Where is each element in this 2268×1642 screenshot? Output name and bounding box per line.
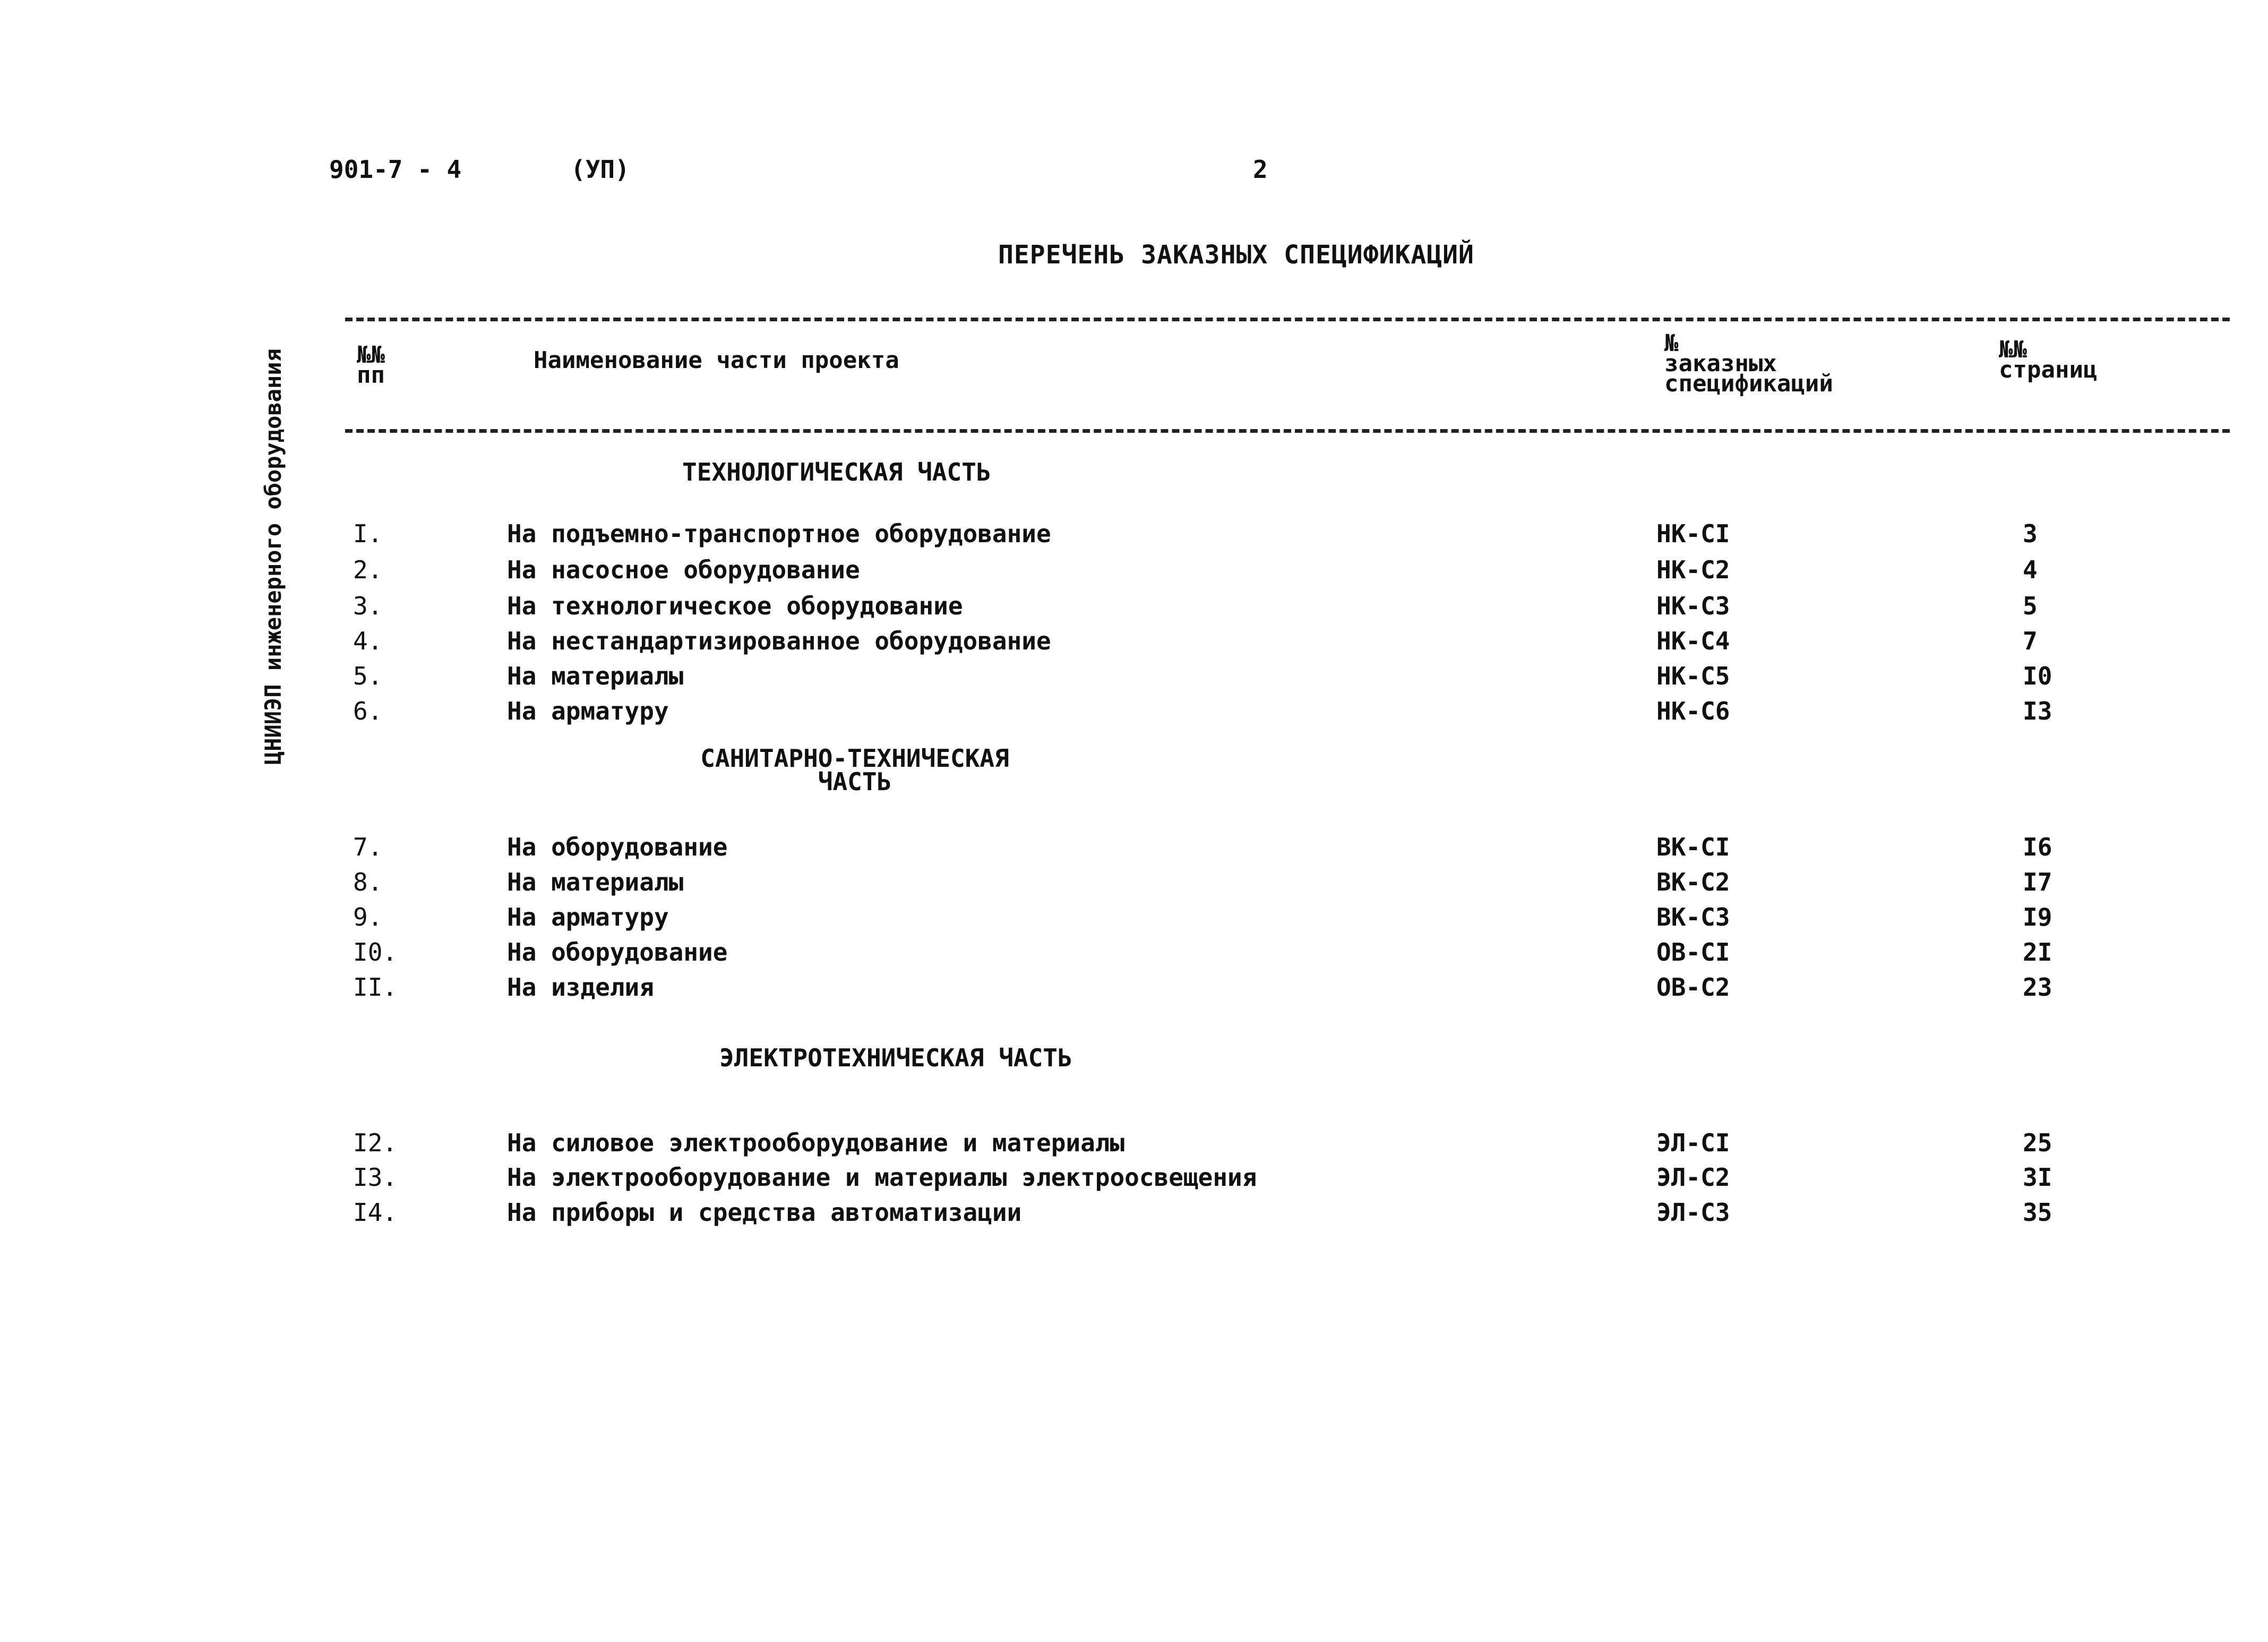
table-row [0,662,2268,694]
row-number: 9. [353,903,383,931]
row-name: На подъемно-транспортное оборудование [507,519,1051,548]
row-number: 5. [353,662,383,690]
section-heading-sanitary [695,744,1014,796]
row-page: 2I [2023,938,2052,967]
row-page: I6 [2023,833,2052,861]
row-name: На приборы и средства автоматизации [507,1198,1022,1227]
table-row [0,1128,2268,1160]
row-name: На изделия [507,973,654,1002]
row-number: I4. [353,1198,398,1227]
row-number: I2. [353,1128,398,1157]
row-number: I3. [353,1163,398,1192]
row-spec-code: ЭЛ-СI [1656,1128,1730,1157]
row-number: 8. [353,868,383,896]
row-name: На материалы [507,662,684,690]
row-number: 4. [353,627,383,655]
row-page: 7 [2023,627,2038,655]
table-row [0,627,2268,658]
table-row [0,697,2268,729]
section-heading-electrotechnical: ЭЛЕКТРОТЕХНИЧЕСКАЯ ЧАСТЬ [719,1044,1072,1072]
row-name: На нестандартизированное оборудование [507,627,1051,655]
section-heading-sanitary-line1: САНИТАРНО-ТЕХНИЧЕСКАЯ [700,744,1009,773]
table-row [0,938,2268,970]
row-page: 35 [2023,1198,2052,1227]
row-spec-code: НК-С2 [1656,555,1730,584]
row-number: I. [353,519,383,548]
row-number: 7. [353,833,383,861]
row-page: 4 [2023,555,2038,584]
row-number: 3. [353,592,383,620]
row-page: 3I [2023,1163,2052,1192]
table-row [0,833,2268,865]
page-number: 2 [1253,155,1268,184]
row-number: 6. [353,697,383,725]
table-row [0,1163,2268,1195]
row-spec-code: ЭЛ-С3 [1656,1198,1730,1227]
row-page: 5 [2023,592,2038,620]
row-spec-code: НК-С3 [1656,592,1730,620]
section-heading-sanitary-line2: ЧАСТЬ [818,767,892,796]
document-code: 901-7 - 4 [329,155,462,184]
row-name: На силовое электрооборудование и материалы [507,1128,1125,1157]
row-page: 25 [2023,1128,2052,1157]
document-title: ПЕРЕЧЕНЬ ЗАКАЗНЫХ СПЕЦИФИКАЦИЙ [998,240,1474,270]
table-row [0,555,2268,587]
row-spec-code: НК-С4 [1656,627,1730,655]
column-header-page [1999,336,2098,383]
row-page: I7 [2023,868,2052,896]
column-header-spec-line2: заказных [1664,350,1777,377]
row-page: 23 [2023,973,2052,1002]
row-page: I9 [2023,903,2052,931]
row-spec-code: НК-СI [1656,519,1730,548]
row-page: I0 [2023,662,2052,690]
column-header-page-line2: страниц [1999,356,2098,383]
table-row [0,903,2268,935]
column-header-number [357,341,385,389]
header-bottom-rule [345,429,2230,433]
row-name: На арматуру [507,697,669,725]
row-spec-code: ВК-С3 [1656,903,1730,931]
column-header-page-line1: №№ [1999,336,2027,363]
row-number: I0. [353,938,398,967]
table-row [0,519,2268,551]
row-name: На оборудование [507,833,728,861]
table-row [0,1198,2268,1230]
row-number: II. [353,973,398,1002]
row-name: На насосное оборудование [507,555,860,584]
table-row [0,868,2268,900]
row-spec-code: НК-С6 [1656,697,1730,725]
table-row [0,973,2268,1005]
column-header-spec-line3: спецификаций [1664,370,1833,397]
column-header-name: Наименование части проекта [534,347,899,374]
row-name: На оборудование [507,938,728,967]
row-spec-code: НК-С5 [1656,662,1730,690]
side-caption: ЦНИИЭП инженерного оборудования [260,348,286,765]
document-mark: (УП) [571,155,630,184]
row-spec-code: ВК-С2 [1656,868,1730,896]
column-header-number-line2: пп [357,362,385,389]
row-name: На технологическое оборудование [507,592,963,620]
row-spec-code: ЭЛ-С2 [1656,1163,1730,1192]
column-header-spec [1664,330,1833,397]
column-header-number-line1: №№ [357,341,385,369]
row-name: На арматуру [507,903,669,931]
section-heading-technological: ТЕХНОЛОГИЧЕСКАЯ ЧАСТЬ [682,458,991,486]
row-spec-code: ОВ-СI [1656,938,1730,967]
header-top-rule [345,318,2230,321]
row-name: На материалы [507,868,684,896]
table-row [0,592,2268,623]
row-name: На электрооборудование и материалы электроосвещения [507,1163,1257,1192]
row-page: I3 [2023,697,2052,725]
row-spec-code: ВК-СI [1656,833,1730,861]
column-header-spec-line1: № [1664,330,1679,357]
row-spec-code: ОВ-С2 [1656,973,1730,1002]
row-number: 2. [353,555,383,584]
row-page: 3 [2023,519,2038,548]
